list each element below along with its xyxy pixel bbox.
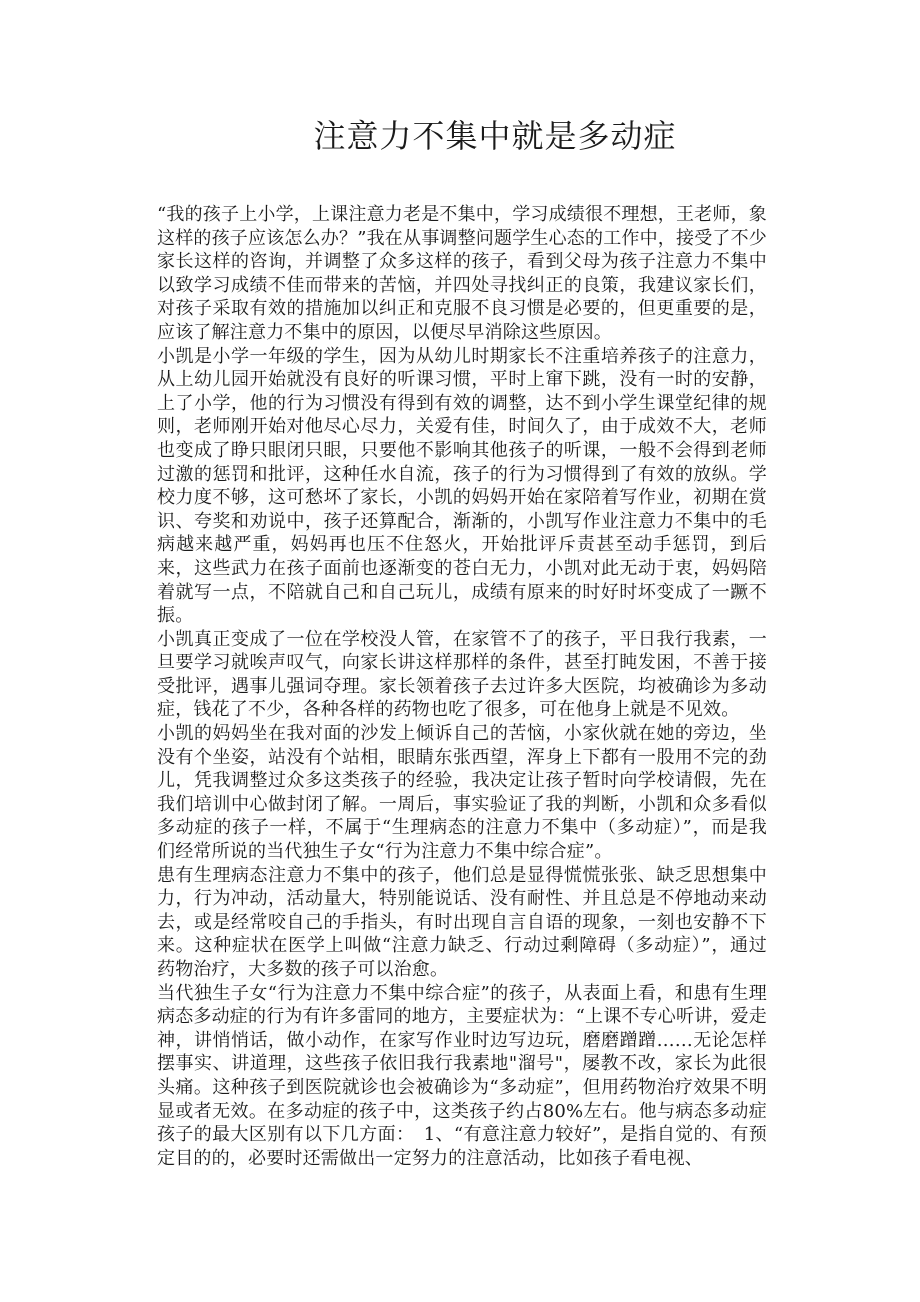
document-body	[157, 203, 767, 1170]
paragraph-4: 小凯的妈妈坐在我对面的沙发上倾诉自己的苦恼，小家伙就在她的旁边，坐没有个坐姿，站没有个站相，眼睛东张西望，浑身上下都有一股用不完的劲儿，凭我调整过众多这类孩子的经验，我决定让孩子暂时向学校请假，先在我们培训中心做封闭了解。一周后，事实验证了我的判断，小凯和众多看似多动症的孩子一样，不属于“生理病态的注意力不集中（多动症）”，而是我们经常所说的当代独生子女“行为注意力不集中综合症”。	[157, 723, 767, 863]
document-title: 注意力不集中就是多动症	[313, 117, 677, 155]
paragraph-5: 患有生理病态注意力不集中的孩子，他们总是显得慌慌张张、缺乏思想集中力，行为冲动，活动量大，特别能说话、没有耐性、并且总是不停地动来动去，或是经常咬自己的手指头，有时出现自言自语的现象，一刻也安静不下来。这种症状在医学上叫做“注意力缺乏、行动过剩障碍（多动症）”，通过药物治疗，大多数的孩子可以治愈。	[157, 864, 767, 980]
paragraph-2: 小凯是小学一年级的学生，因为从幼儿时期家长不注重培养孩子的注意力，从上幼儿园开始就没有良好的听课习惯，平时上窜下跳，没有一时的安静，上了小学，他的行为习惯没有得到有效的调整，达不到小学生课堂纪律的规则，老师刚开始对他尽心尽力，关爱有佳，时间久了，由于成效不大，老师也变成了睁只眼闭只眼，只要他不影响其他孩子的听课，一般不会得到老师过激的惩罚和批评，这种任水自流，孩子的行为习惯得到了有效的放纵。学校力度不够，这可愁坏了家长，小凯的妈妈开始在家陪着写作业，初期在赏识、夸奖和劝说中，孩子还算配合，渐渐的，小凯写作业注意力不集中的毛病越来越严重，妈妈再也压不住怒火，开始批评斥责甚至动手惩罚，到后来，这些武力在孩子面前也逐渐变的苍白无力，小凯对此无动于衷，妈妈陪着就写一点，不陪就自己和自己玩儿，成绩有原来的时好时坏变成了一蹶不振。	[157, 345, 767, 627]
paragraph-3: 小凯真正变成了一位在学校没人管，在家管不了的孩子，平日我行我素，一旦要学习就唉声叹气，向家长讲这样那样的条件，甚至打盹发困，不善于接受批评，遇事儿强词夺理。家长领着孩子去过许多大医院，均被确诊为多动症，钱花了不少，各种各样的药物也吃了很多，可在他身上就是不见效。	[157, 628, 767, 721]
paragraph-6: 当代独生子女“行为注意力不集中综合症”的孩子，从表面上看，和患有生理病态多动症的行为有许多雷同的地方，主要症状为：“上课不专心听讲，爱走神，讲悄悄话，做小动作，在家写作业时边写边玩，磨磨蹭蹭……无论怎样摆事实、讲道理，这些孩子依旧我行我素地"溜号"，屡教不改，家长为此很头痛。这种孩子到医院就诊也会被确诊为“多动症”，但用药物治疗效果不明显或者无效。在多动症的孩子中，这类孩子约占80%左右。他与病态多动症孩子的最大区别有以下几方面： 1、“有意注意力较好”，是指自觉的、有预定目的的，必要时还需做出一定努力的注意活动，比如孩子看电视、	[157, 982, 767, 1169]
paragraph-1: “我的孩子上小学，上课注意力老是不集中，学习成绩很不理想，王老师，象这样的孩子应该怎么办？”我在从事调整问题学生心态的工作中，接受了不少家长这样的咨询，并调整了众多这样的孩子，看到父母为孩子注意力不集中以致学习成绩不佳而带来的苦恼，并四处寻找纠正的良策，我建议家长们，对孩子采取有效的措施加以纠正和克服不良习惯是必要的，但更重要的是，应该了解注意力不集中的原因，以便尽早消除这些原因。	[157, 204, 767, 343]
